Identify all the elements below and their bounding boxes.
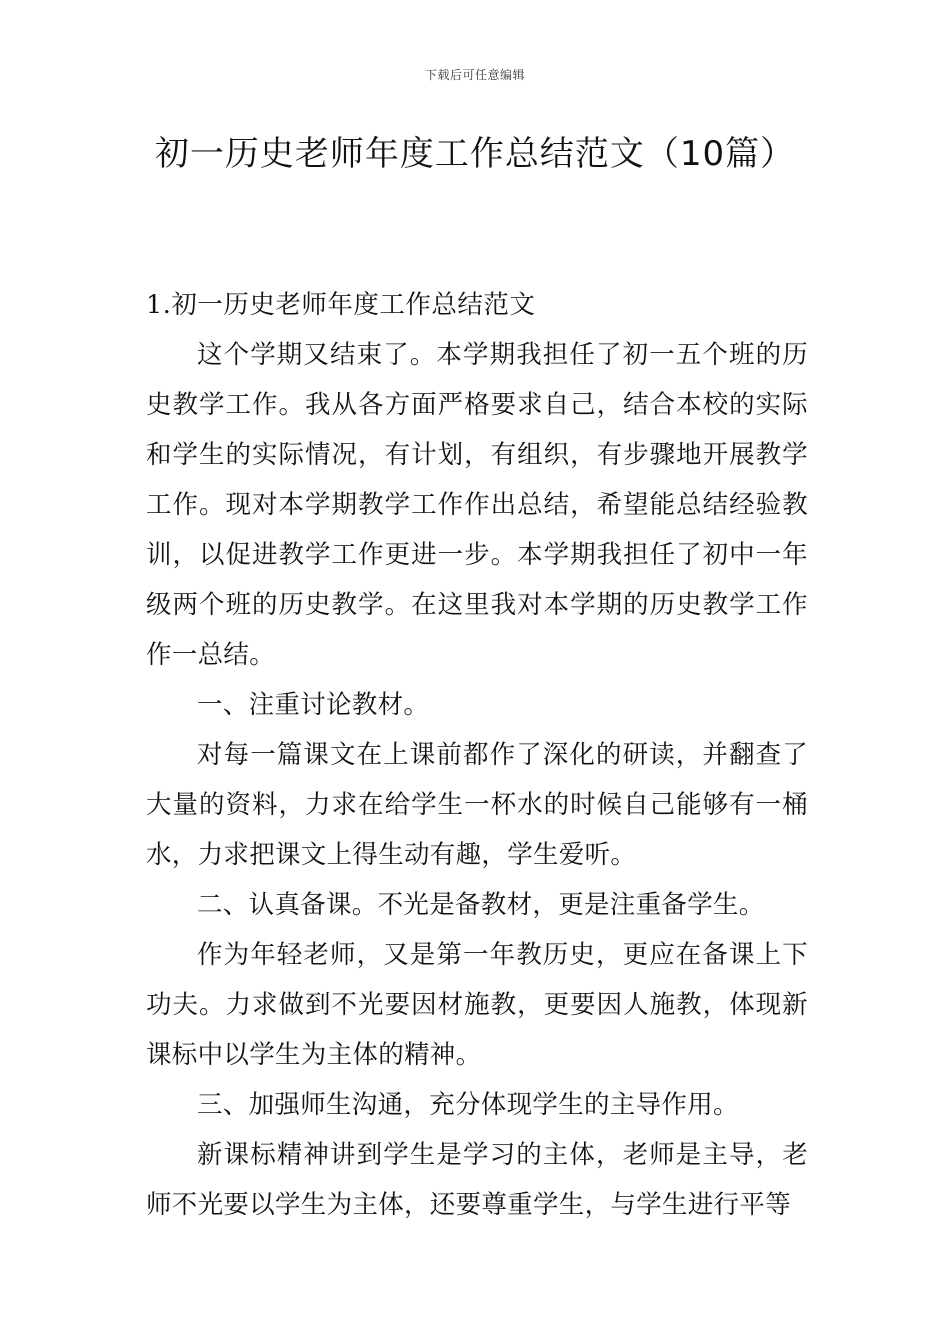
- document-title: 初一历史老师年度工作总结范文（10篇）: [154, 134, 796, 174]
- paragraph-point-1-body: 对每一篇课文在上课前都作了深化的研读，并翻查了大量的资料，力求在给学生一杯水的时候自己能够有一桶水，力求把课文上得生动有趣，学生爱听。: [146, 740, 808, 870]
- section-heading: 1.初一历史老师年度工作总结范文: [146, 290, 536, 320]
- paragraph-point-1-heading: 一、注重讨论教材。: [197, 690, 430, 720]
- paragraph-point-3-heading: 三、加强师生沟通，充分体现学生的主导作用。: [197, 1090, 739, 1120]
- header-note: 下载后可任意编辑: [424, 68, 525, 82]
- paragraph-point-3-body: 新课标精神讲到学生是学习的主体，老师是主导，老师不光要以学生为主体，还要尊重学生，与学生进行平等: [146, 1140, 808, 1220]
- document-body: [146, 280, 808, 1230]
- paragraph-point-2-heading: 二、认真备课。不光是备教材，更是注重备学生。: [197, 890, 765, 920]
- paragraph-point-2-body: 作为年轻老师，又是第一年教历史，更应在备课上下功夫。力求做到不光要因材施教，更要因人施教，体现新课标中以学生为主体的精神。: [146, 940, 808, 1070]
- paragraph-intro: 这个学期又结束了。本学期我担任了初一五个班的历史教学工作。我从各方面严格要求自己，结合本校的实际和学生的实际情况，有计划，有组织，有步骤地开展教学工作。现对本学期教学工作作出总结，希望能总结经验教训，以促进教学工作更进一步。本学期我担任了初中一年级两个班的历史教学。在这里我对本学期的历史教学工作作一总结。: [146, 340, 808, 670]
